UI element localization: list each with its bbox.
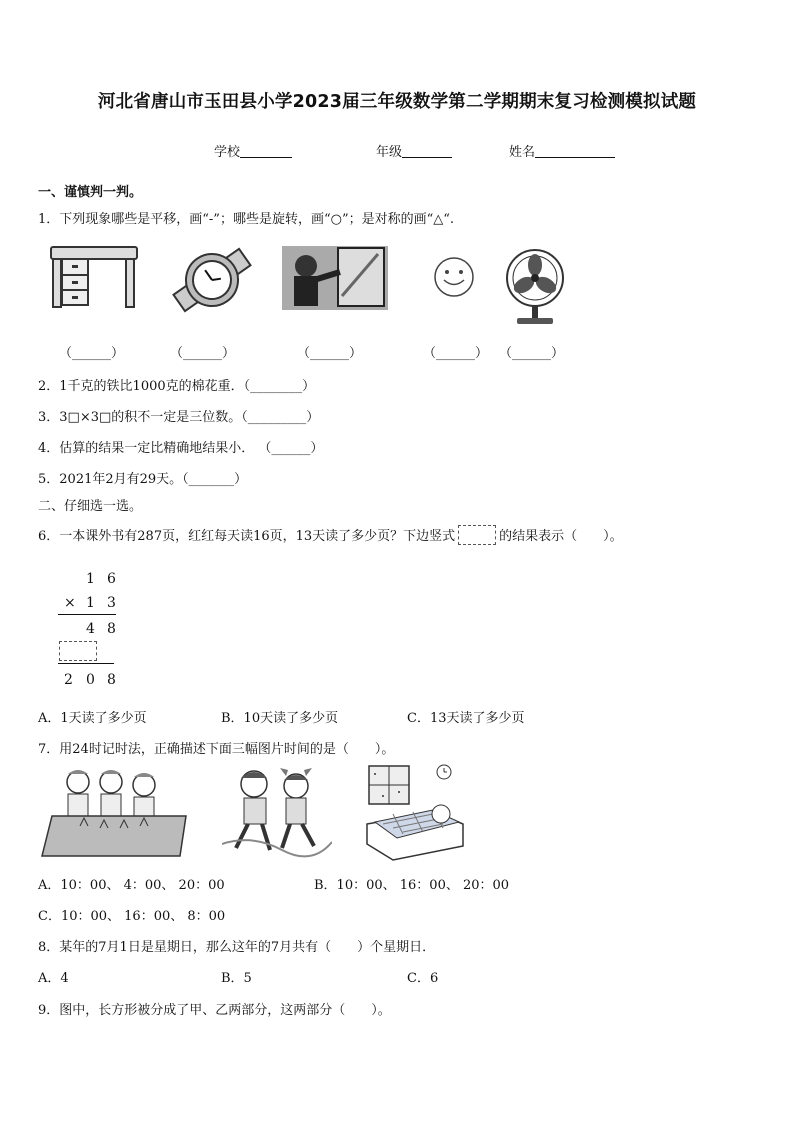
dashed-box: [458, 525, 496, 545]
question-9: 9．图中，长方形被分成了甲、乙两部分，这两部分（ ）。: [38, 1003, 391, 1018]
question-6: 6．一本课外书有287页，红红每天读16页，13天读了多少页？下边竖式 的结果表示（ ）。: [38, 525, 623, 545]
calc-digit: 0: [86, 672, 95, 688]
children-running-icon: [222, 764, 332, 864]
option-b[interactable]: B．5: [221, 971, 252, 986]
question-7: 7．用24时记时法，正确描述下面三幅图片时间的是（ ）。: [38, 742, 395, 757]
calc-line: [58, 663, 114, 664]
calc-digit: 1: [86, 595, 95, 611]
option-c[interactable]: C．6: [407, 971, 439, 986]
answer-blank[interactable]: （______）: [499, 346, 565, 361]
watch-icon: [164, 240, 260, 320]
calc-digit: 6: [107, 571, 116, 587]
name-field[interactable]: 姓名: [509, 141, 615, 160]
option-c[interactable]: C．10：00、 16：00、 8：00: [38, 909, 226, 924]
child-sleeping-icon: [363, 764, 467, 864]
calc-digit: 4: [86, 621, 95, 637]
school-field[interactable]: 学校: [214, 141, 292, 160]
question-3: 3．3□×3□的积不一定是三位数。（_________）: [38, 410, 320, 425]
calc-digit: 1: [86, 571, 95, 587]
question-8: 8．某年的7月1日是星期日，那么这年的7月共有（ ）个星期日．: [38, 940, 436, 955]
answer-blank[interactable]: （______）: [423, 346, 489, 361]
option-b[interactable]: B．10：00、 16：00、 20：00: [314, 878, 510, 893]
grade-field[interactable]: 年级: [376, 141, 452, 160]
smiley-icon: [432, 255, 476, 299]
calc-operator: ×: [64, 595, 76, 611]
section-heading: 二、仔细选一选。: [38, 499, 143, 514]
question-5: 5．2021年2月有29天。（_______）: [38, 472, 248, 487]
fan-icon: [504, 248, 566, 326]
window-wiping-icon: [282, 246, 388, 310]
option-a[interactable]: A．10：00、 4：00、 20：00: [38, 878, 225, 893]
children-planting-icon: [40, 766, 190, 862]
option-c[interactable]: C．13天读了多少页: [407, 711, 525, 726]
section-heading: 一、谨慎判一判。: [38, 185, 143, 200]
calc-digit: 8: [107, 621, 116, 637]
desk-icon: [50, 245, 138, 309]
question-4: 4．估算的结果一定比精确地结果小． （______）: [38, 441, 324, 456]
answer-blank[interactable]: （______）: [297, 346, 363, 361]
question-1: 1．下列现象哪些是平移，画“-”；哪些是旋转，画“○”；是对称的画“△“.: [38, 212, 455, 227]
option-b[interactable]: B．10天读了多少页: [221, 711, 339, 726]
option-a[interactable]: A．4: [38, 971, 69, 986]
calc-digit: 2: [64, 672, 73, 688]
calc-digit: 8: [107, 672, 116, 688]
question-2: 2．1千克的铁比1000克的棉花重．（________）: [38, 379, 316, 394]
dashed-box: [59, 641, 97, 661]
page-title: 河北省唐山市玉田县小学2023届三年级数学第二学期期末复习检测模拟试题: [97, 92, 697, 112]
calc-line: [58, 614, 116, 615]
answer-blank[interactable]: （______）: [170, 346, 236, 361]
calc-digit: 3: [107, 595, 116, 611]
option-a[interactable]: A．1天读了多少页: [38, 711, 147, 726]
answer-blank[interactable]: （______）: [59, 346, 125, 361]
